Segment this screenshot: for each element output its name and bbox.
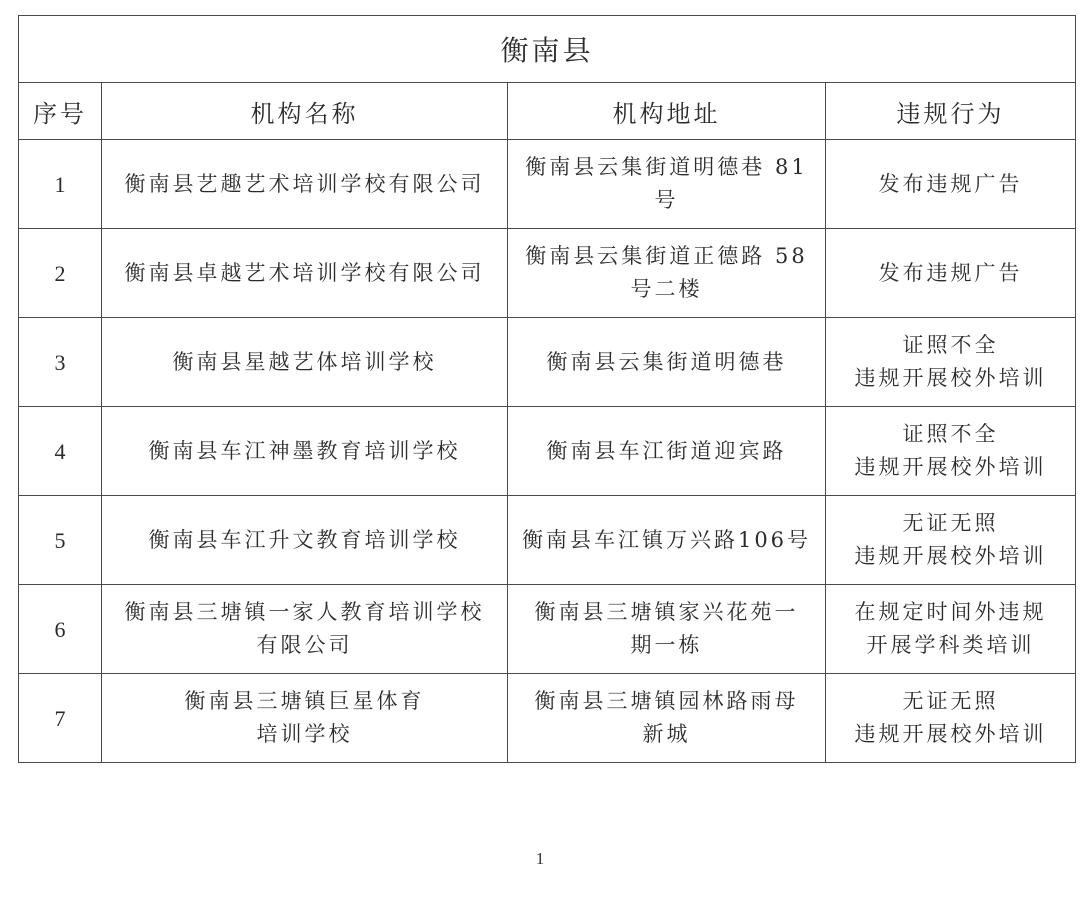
institution-address-line: 衡南县云集街道明德巷 81 <box>525 155 808 179</box>
violation-behavior-cell <box>826 318 1076 407</box>
institution-table <box>18 15 1076 763</box>
violation-behavior-line: 在规定时间外违规 <box>854 600 1047 624</box>
table-row <box>19 407 1076 496</box>
violation-behavior-line: 发布违规广告 <box>878 260 1023 285</box>
violation-behavior-cell <box>826 496 1076 585</box>
row-index: 4 <box>19 407 102 496</box>
institution-address-cell <box>508 140 826 229</box>
violation-behavior-line: 开展学科类培训 <box>866 633 1035 657</box>
violation-behavior-cell <box>826 674 1076 763</box>
institution-name-cell <box>102 496 508 585</box>
table-row <box>19 318 1076 407</box>
violation-behavior-line: 违规开展校外培训 <box>854 455 1047 479</box>
institution-name-cell <box>102 674 508 763</box>
violation-behavior-line: 违规开展校外培训 <box>854 366 1047 390</box>
violation-behavior-line: 无证无照 <box>902 689 999 713</box>
institution-address-line: 衡南县车江镇万兴路106号 <box>521 527 812 552</box>
institution-name-cell <box>102 140 508 229</box>
institution-name-line: 衡南县三塘镇一家人教育培训学校 <box>124 600 485 624</box>
row-index: 5 <box>19 496 102 585</box>
row-index: 3 <box>19 318 102 407</box>
institution-name-line: 衡南县星越艺体培训学校 <box>172 349 437 374</box>
institution-address-cell <box>508 318 826 407</box>
table-row <box>19 674 1076 763</box>
institution-name-line: 培训学校 <box>256 722 353 746</box>
institution-name-cell <box>102 407 508 496</box>
header-index: 序号 <box>19 83 102 140</box>
institution-name-line: 衡南县车江神墨教育培训学校 <box>148 438 461 463</box>
violation-behavior-line: 证照不全 <box>902 422 999 446</box>
violation-behavior-line: 发布违规广告 <box>878 171 1023 196</box>
violation-behavior-cell <box>826 585 1076 674</box>
institution-name-line: 有限公司 <box>256 633 353 657</box>
institution-address-cell <box>508 674 826 763</box>
row-index: 1 <box>19 140 102 229</box>
violation-behavior-cell <box>826 229 1076 318</box>
institution-address-cell <box>508 496 826 585</box>
row-index: 6 <box>19 585 102 674</box>
institution-address-line: 期一栋 <box>630 633 703 657</box>
row-index: 2 <box>19 229 102 318</box>
institution-name-line: 衡南县三塘镇巨星体育 <box>184 689 425 713</box>
table-row <box>19 140 1076 229</box>
violation-behavior-line: 违规开展校外培训 <box>854 544 1047 568</box>
table-body <box>19 140 1076 763</box>
institution-name-cell <box>102 229 508 318</box>
institution-address-cell <box>508 407 826 496</box>
institution-name-line: 衡南县艺趣艺术培训学校有限公司 <box>124 171 485 196</box>
header-address: 机构地址 <box>508 83 826 140</box>
institution-address-line: 号二楼 <box>630 277 703 301</box>
institution-address-line: 衡南县云集街道正德路 58 <box>525 244 808 268</box>
violation-behavior-line: 违规开展校外培训 <box>854 722 1047 746</box>
institution-name-cell <box>102 585 508 674</box>
institution-address-line: 衡南县三塘镇家兴花苑一 <box>534 600 799 624</box>
institution-address-line: 衡南县云集街道明德巷 <box>546 349 787 374</box>
header-violation: 违规行为 <box>826 83 1076 140</box>
institution-address-cell <box>508 585 826 674</box>
institution-name-line: 衡南县卓越艺术培训学校有限公司 <box>124 260 485 285</box>
institution-address-line: 衡南县三塘镇园林路雨母 <box>534 689 799 713</box>
document-sheet <box>18 15 1075 763</box>
table-title: 衡南县 <box>19 16 1076 83</box>
title-row <box>19 16 1076 83</box>
header-row <box>19 83 1076 140</box>
violation-behavior-cell <box>826 407 1076 496</box>
institution-name-cell <box>102 318 508 407</box>
table-row <box>19 496 1076 585</box>
header-name: 机构名称 <box>102 83 508 140</box>
row-index: 7 <box>19 674 102 763</box>
table-row <box>19 585 1076 674</box>
table-row <box>19 229 1076 318</box>
institution-address-line: 衡南县车江街道迎宾路 <box>546 438 787 463</box>
page-number: 1 <box>535 849 545 868</box>
violation-behavior-line: 证照不全 <box>902 333 999 357</box>
institution-name-line: 衡南县车江升文教育培训学校 <box>148 527 461 552</box>
institution-address-cell <box>508 229 826 318</box>
violation-behavior-cell <box>826 140 1076 229</box>
violation-behavior-line: 无证无照 <box>902 511 999 535</box>
institution-address-line: 号 <box>654 188 679 212</box>
institution-address-line: 新城 <box>642 722 691 746</box>
